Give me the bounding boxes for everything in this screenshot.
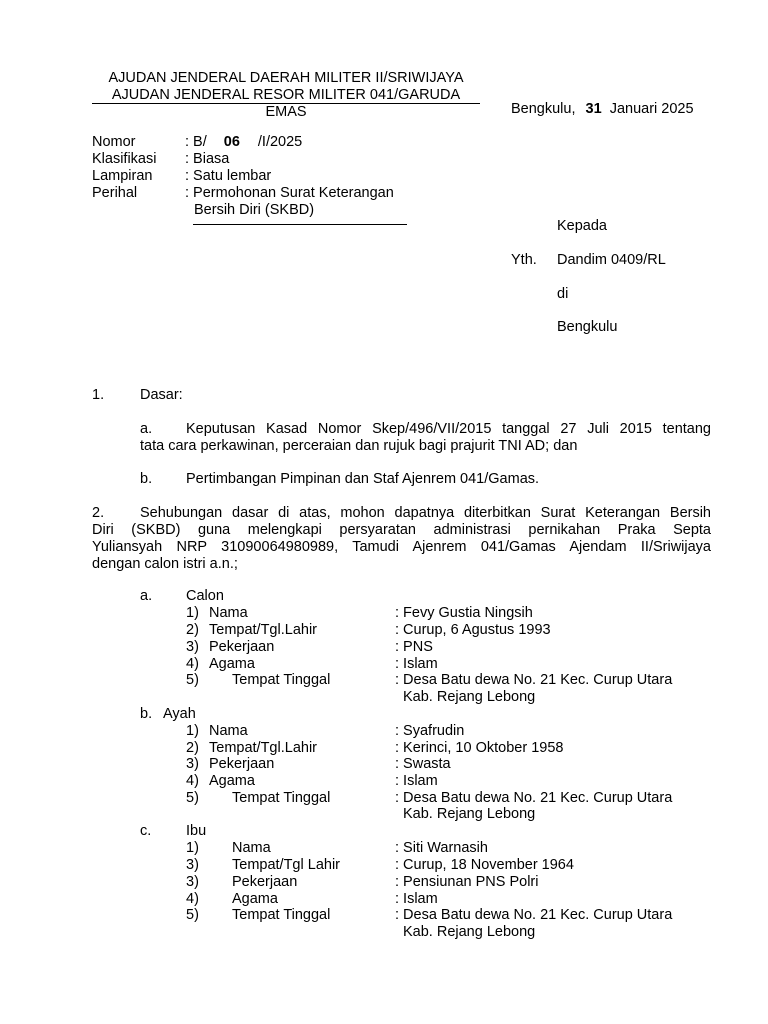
ibu-row-5-field: Tempat Tinggal xyxy=(232,907,331,923)
section-1a-label: a. xyxy=(140,421,153,437)
calon-row-3-num: 3) xyxy=(186,639,199,655)
ayah-title: Ayah xyxy=(163,706,196,722)
ibu-row-3-field: Pekerjaan xyxy=(232,874,298,890)
ibu-row-5-num: 5) xyxy=(186,907,199,923)
section-2-line-3: Yuliansyah NRP 31090064980989, Tamudi Ajenrem 041/Gamas Ajendam II/Sriwijaya xyxy=(92,539,711,555)
letter-header xyxy=(92,70,480,121)
ayah-row-5-value-2: Kab. Rejang Lebong xyxy=(403,806,536,822)
recipient-di: di xyxy=(557,286,569,302)
perihal-label: Perihal xyxy=(92,185,138,201)
calon-row-5-value: : Desa Batu dewa No. 21 Kec. Curup Utara xyxy=(395,672,673,688)
kepada-label: Kepada xyxy=(557,218,607,234)
ayah-row-1-field: Nama xyxy=(209,723,248,739)
ayah-row-3-num: 3) xyxy=(186,756,199,772)
section-2-body xyxy=(92,522,711,573)
ayah-row-4-value: : Islam xyxy=(395,773,438,789)
header-line-1: AJUDAN JENDERAL DAERAH MILITER II/SRIWIJAYA xyxy=(108,70,464,86)
section-2-line-2: Diri (SKBD) guna melengkapi persyaratan administrasi pernikahan Praka Septa xyxy=(92,522,711,538)
ibu-row-4-num: 4) xyxy=(186,891,199,907)
calon-row-5-num: 5) xyxy=(186,672,199,688)
calon-row-1-field: Nama xyxy=(209,605,248,621)
date-month-year: Januari 2025 xyxy=(609,101,694,117)
letter-date xyxy=(511,101,694,118)
perihal-underline xyxy=(193,224,407,225)
klasifikasi-value: : Biasa xyxy=(185,151,230,167)
ibu-row-3-num: 3) xyxy=(186,874,199,890)
date-city: Bengkulu, xyxy=(511,101,576,117)
date-day: 31 xyxy=(585,101,602,117)
ibu-row-5-value: : Desa Batu dewa No. 21 Kec. Curup Utara xyxy=(395,907,673,923)
section-1-title: Dasar: xyxy=(140,387,183,403)
ayah-row-4-num: 4) xyxy=(186,773,199,789)
recipient-name: Dandim 0409/RL xyxy=(557,252,666,268)
section-1a-text-1: Keputusan Kasad Nomor Skep/496/VII/2015 tanggal 27 Juli 2015 tentang xyxy=(186,421,711,437)
ibu-title: Ibu xyxy=(186,823,207,839)
calon-row-1-num: 1) xyxy=(186,605,199,621)
nomor-label: Nomor xyxy=(92,134,136,150)
section-1b-label: b. xyxy=(140,471,153,487)
calon-row-1-value: : Fevy Gustia Ningsih xyxy=(395,605,533,621)
calon-row-5-field: Tempat Tinggal xyxy=(232,672,331,688)
ayah-row-3-field: Pekerjaan xyxy=(209,756,275,772)
ayah-row-4-field: Agama xyxy=(209,773,255,789)
nomor-prefix: : B/ xyxy=(185,134,207,150)
calon-row-4-field: Agama xyxy=(209,656,255,672)
calon-row-2-value: : Curup, 6 Agustus 1993 xyxy=(395,622,551,638)
ayah-row-3-value: : Swasta xyxy=(395,756,451,772)
header-underline xyxy=(92,103,480,104)
recipient-place: Bengkulu xyxy=(557,319,618,335)
nomor-suffix: /I/2025 xyxy=(257,134,303,150)
section-1b-text: Pertimbangan Pimpinan dan Staf Ajenrem 041/Gamas. xyxy=(186,471,540,487)
ayah-row-5-field: Tempat Tinggal xyxy=(232,790,331,806)
ayah-label: b. xyxy=(140,706,153,722)
ibu-row-5-value-2: Kab. Rejang Lebong xyxy=(403,924,536,940)
klasifikasi-label: Klasifikasi xyxy=(92,151,157,167)
section-2-line-1-wrap xyxy=(140,505,711,522)
calon-row-5-value-2: Kab. Rejang Lebong xyxy=(403,689,536,705)
calon-row-2-num: 2) xyxy=(186,622,199,638)
ibu-label: c. xyxy=(140,823,152,839)
calon-title: Calon xyxy=(186,588,224,604)
section-1-number: 1. xyxy=(92,387,105,403)
yth-label: Yth. xyxy=(511,252,537,268)
ayah-row-2-num: 2) xyxy=(186,740,199,756)
section-1a-text-2: tata cara perkawinan, perceraian dan rujuk bagi prajurit TNI AD; dan xyxy=(140,438,578,454)
nomor-value xyxy=(185,134,302,151)
section-2-line-4: dengan calon istri a.n.; xyxy=(92,556,238,572)
calon-row-4-value: : Islam xyxy=(395,656,438,672)
perihal-value-2: Bersih Diri (SKBD) xyxy=(194,202,315,218)
ibu-row-2-num: 3) xyxy=(186,857,199,873)
section-2-line-1: Sehubungan dasar di atas, mohon dapatnya diterbitkan Surat Keterangan Bersih xyxy=(140,505,711,521)
ibu-row-2-field: Tempat/Tgl Lahir xyxy=(232,857,340,873)
header-line-2: AJUDAN JENDERAL RESOR MILITER 041/GARUDA EMAS xyxy=(111,87,461,120)
ibu-row-1-num: 1) xyxy=(186,840,199,856)
ibu-row-4-value: : Islam xyxy=(395,891,438,907)
ayah-row-5-value: : Desa Batu dewa No. 21 Kec. Curup Utara xyxy=(395,790,673,806)
calon-label: a. xyxy=(140,588,153,604)
nomor-number: 06 xyxy=(223,134,240,150)
ibu-row-1-value: : Siti Warnasih xyxy=(395,840,488,856)
ayah-row-1-num: 1) xyxy=(186,723,199,739)
calon-row-2-field: Tempat/Tgl.Lahir xyxy=(209,622,317,638)
ibu-row-4-field: Agama xyxy=(232,891,278,907)
ibu-row-1-field: Nama xyxy=(232,840,271,856)
calon-row-3-value: : PNS xyxy=(395,639,433,655)
section-1a-line-1 xyxy=(186,421,711,438)
ayah-row-1-value: : Syafrudin xyxy=(395,723,465,739)
section-2-number: 2. xyxy=(92,505,105,521)
ibu-row-2-value: : Curup, 18 November 1964 xyxy=(395,857,574,873)
lampiran-label: Lampiran xyxy=(92,168,153,184)
calon-row-3-field: Pekerjaan xyxy=(209,639,275,655)
calon-row-4-num: 4) xyxy=(186,656,199,672)
ayah-row-5-num: 5) xyxy=(186,790,199,806)
ayah-row-2-field: Tempat/Tgl.Lahir xyxy=(209,740,317,756)
ibu-row-3-value: : Pensiunan PNS Polri xyxy=(395,874,539,890)
lampiran-value: : Satu lembar xyxy=(185,168,272,184)
ayah-row-2-value: : Kerinci, 10 Oktober 1958 xyxy=(395,740,564,756)
perihal-value-1: : Permohonan Surat Keterangan xyxy=(185,185,394,201)
